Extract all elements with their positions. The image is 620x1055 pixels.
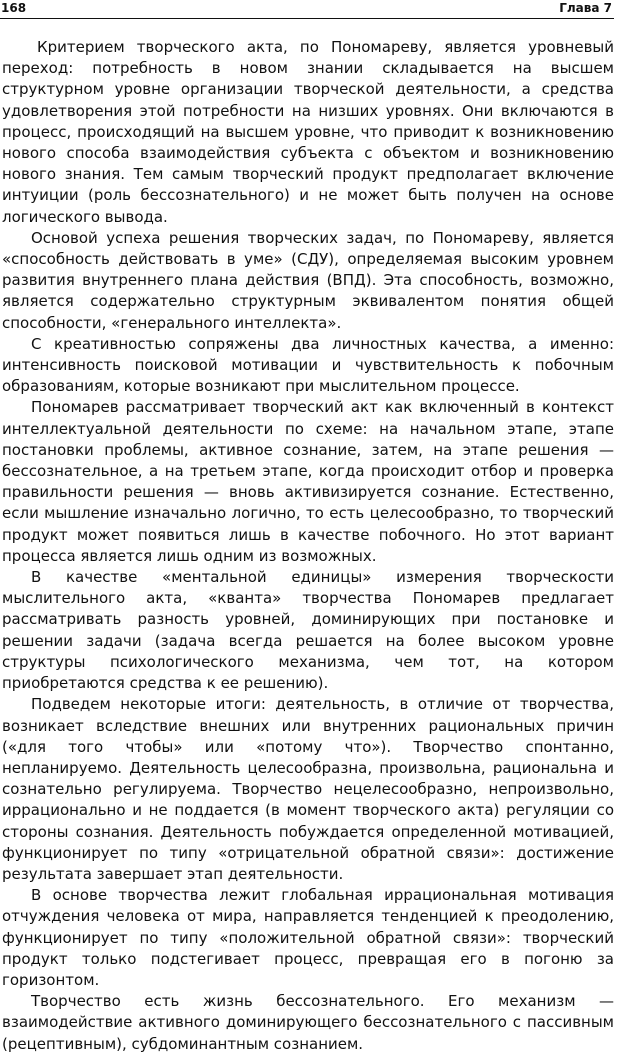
paragraph: Критерием творческого акта, по Пономареву, является уровневый переход: потребность в новом знании складывается на высшем структурном уровне организации творческой деятельности, а средства удовлетворения этой потребности на низших уровнях. Они включаются в процесс, происходящий на высшем уровне, что приводит к возникновению нового способа взаимодействия субъекта с объектом и возникновению нового знания. Тем самым творческий продукт предполагает включение интуиции (роль бессознательного) и не может быть получен на основе логического вывода. — [2, 38, 614, 226]
paragraph: С креативностью сопряжены два личностных качества, а именно: интенсивность поисковой мотивации и чувствительность к побочным образованиям, которые возникают при мыслительном процессе. — [2, 334, 614, 396]
page-number: 168 — [1, 1, 27, 15]
paragraph: В качестве «ментальной единицы» измерения творческости мыслительного акта, «кванта» творчества Пономарев предлагает рассматривать разность уровней, доминирующих при постановке и решении задачи (задача всегда решается на более высоком уровне структуры психологического механизма, чем тот, на котором приобретаются средства к ее решению). — [2, 568, 614, 693]
running-head — [0, 0, 614, 19]
paragraph: Основой успеха решения творческих задач, по Пономареву, является «способность действовать в уме» (СДУ), определяемая высоким уровнем развития внутреннего плана действия (ВПД). Эта способность, возможно, является содержательно структурным эквивалентом понятия общей способности, «генерального интеллекта». — [2, 228, 614, 332]
chapter-label: Глава 7 — [559, 1, 612, 15]
paragraph: Творчество есть жизнь бессознательного. Его механизм — взаимодействие активного доминирующего бессознательного с пассивным (рецептивным), субдоминантным сознанием. — [2, 992, 614, 1053]
paragraph: Пономарев рассматривает творческий акт как включенный в контекст интеллектуальной деятельности по схеме: на начальном этапе, этапе постановки проблемы, активное сознание, затем, на этапе решения — бессознательное, а на третьем этапе, когда происходит отбор и проверка правильности решения — вновь активизируется сознание. Естественно, если мышление изначально логично, то есть целесообразно, то творческий продукт может появиться лишь в качестве побочного. Но этот вариант процесса является лишь одним из возможных. — [2, 398, 614, 565]
body-text — [2, 37, 614, 1055]
paragraph: Подведем некоторые итоги: деятельность, в отличие от творчества, возникает вследствие внешних или внутренних рациональных причин («для того чтобы» или «потому что»). Творчество спонтанно, непланируемо. Деятельность целесообразна, произвольна, рациональна и сознательно регулируема. Творчество нецелесообразно, непроизвольно, иррационально и не поддается (в момент творческого акта) регуляции со стороны сознания. Деятельность побуждается определенной мотивацией, функционирует по типу «отрицательной обратной связи»: достижение результата завершает этап деятельности. — [2, 695, 614, 883]
paragraph: В основе творчества лежит глобальная иррациональная мотивация отчуждения человека от мира, направляется тенденцией к преодолению, функционирует по типу «положительной обратной связи»: творческий продукт только подстегивает процесс, превращая его в погоню за горизонтом. — [2, 886, 614, 989]
